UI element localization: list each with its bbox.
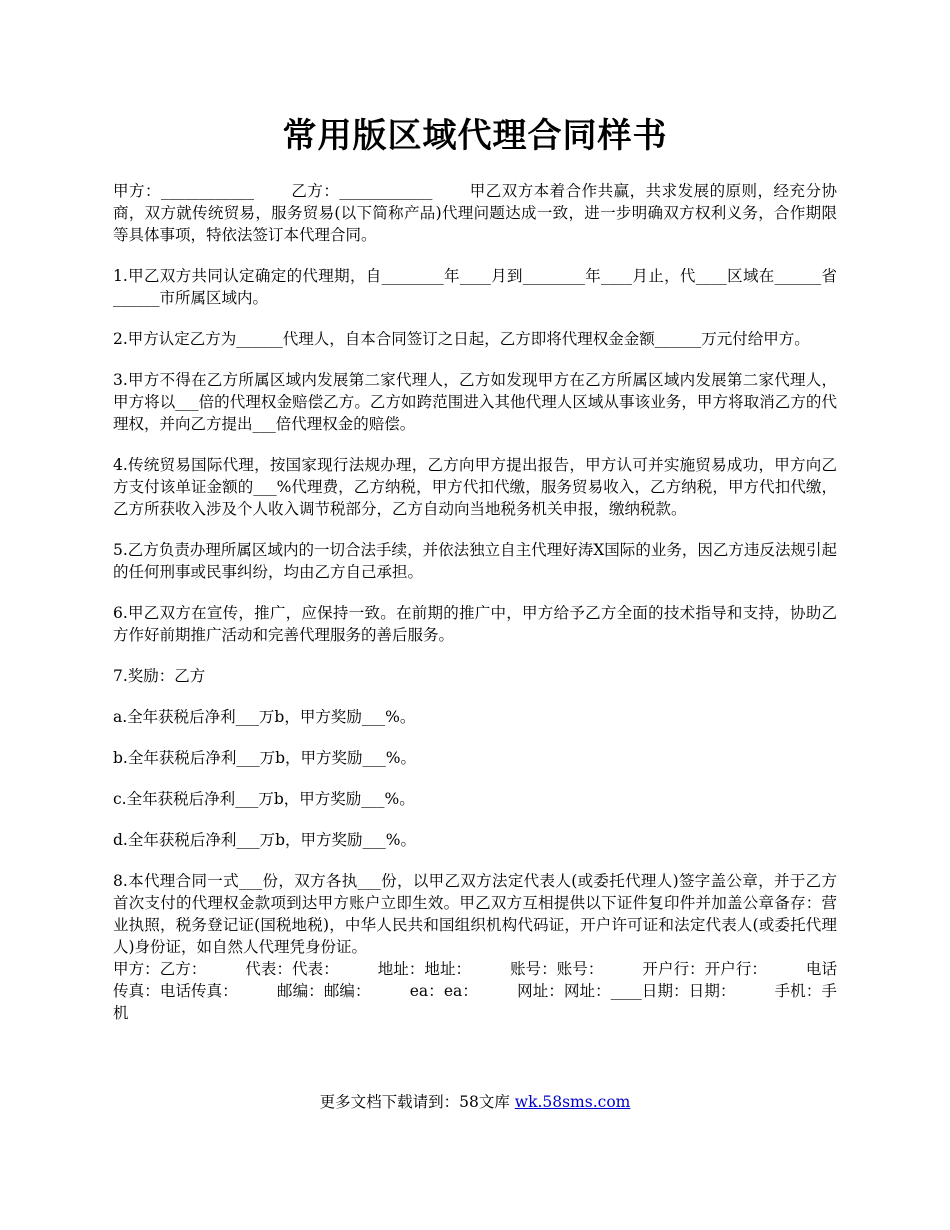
document-body bbox=[113, 180, 837, 1043]
clause-6: 6.甲乙双方在宣传，推广，应保持一致。在前期的推广中，甲方给予乙方全面的技术指导和支持，协助乙方作好前期推广活动和完善代理服务的善后服务。 bbox=[113, 604, 837, 644]
clause-1: 1.甲乙双方共同认定确定的代理期，自________年____月到________年____月止，代____区域在______省______市所属区域内。 bbox=[113, 267, 837, 307]
clause-5: 5.乙方负责办理所属区域内的一切合法手续，并依法独立自主代理好涛X国际的业务，因乙方违反法规引起的任何刑事或民事纠纷，均由乙方自己承担。 bbox=[113, 541, 837, 581]
footer-link[interactable]: wk.58sms.com bbox=[514, 1093, 631, 1111]
intro-paragraph: 甲方：____________ 乙方：____________ 甲乙双方本着合作共赢，共求发展的原则，经充分协商，双方就传统贸易，服务贸易(以下简称产品)代理问题达成一致，进一步明确双方权利义务，合作期限等具体事项，特依法签订本代理合同。 bbox=[113, 182, 837, 244]
clause-4: 4.传统贸易国际代理，按国家现行法规办理，乙方向甲方提出报告，甲方认可并实施贸易成功，甲方向乙方支付该单证金额的___%代理费，乙方纳税，甲方代扣代缴，服务贸易收入，乙方纳税，甲方代扣代缴，乙方所获收入涉及个人收入调节税部分，乙方自动向当地税务机关申报，缴纳税款。 bbox=[113, 456, 837, 518]
download-footer bbox=[113, 1091, 837, 1113]
footer-text: 更多文档下载请到：58文库 bbox=[319, 1093, 515, 1111]
clause-2: 2.甲方认定乙方为______代理人，自本合同签订之日起，乙方即将代理权金金额______万元付给甲方。 bbox=[113, 330, 810, 348]
signature-block: 甲方：乙方： 代表：代表： 地址：地址： 账号：账号： 开户行：开户行： 电话传真：电话传真： 邮编：邮编： ea：ea： 网址：网址：____日期：日期： 手机：手机 bbox=[113, 960, 837, 1022]
clause-8: 8.本代理合同一式___份，双方各执___份，以甲乙双方法定代表人(或委托代理人)签字盖公章，并于乙方首次支付的代理权金款项到达甲方账户立即生效。甲乙双方互相提供以下证件复印件并加盖公章备存：营业执照，税务登记证(国税地税)，中华人民共和国组织机构代码证，开户许可证和法定代表人(或委托代理人)身份证，如自然人代理凭身份证。 bbox=[113, 872, 837, 956]
clause-3: 3.甲方不得在乙方所属区域内发展第二家代理人，乙方如发现甲方在乙方所属区域内发展第二家代理人，甲方将以___倍的代理权金赔偿乙方。乙方如跨范围进入其他代理人区域从事该业务，甲方将取消乙方的代理权，并向乙方提出___倍代理权金的赔偿。 bbox=[113, 371, 837, 433]
clause-7d: d.全年获税后净利___万b，甲方奖励___%。 bbox=[113, 831, 417, 849]
clause-7a: a.全年获税后净利___万b，甲方奖励___%。 bbox=[113, 708, 416, 726]
document-title: 常用版区域代理合同样书 bbox=[282, 116, 668, 156]
clause-7b: b.全年获税后净利___万b，甲方奖励___%。 bbox=[113, 749, 417, 767]
clause-7: 7.奖励：乙方 bbox=[113, 667, 206, 685]
clause-7c: c.全年获税后净利___万b，甲方奖励___%。 bbox=[113, 790, 415, 808]
